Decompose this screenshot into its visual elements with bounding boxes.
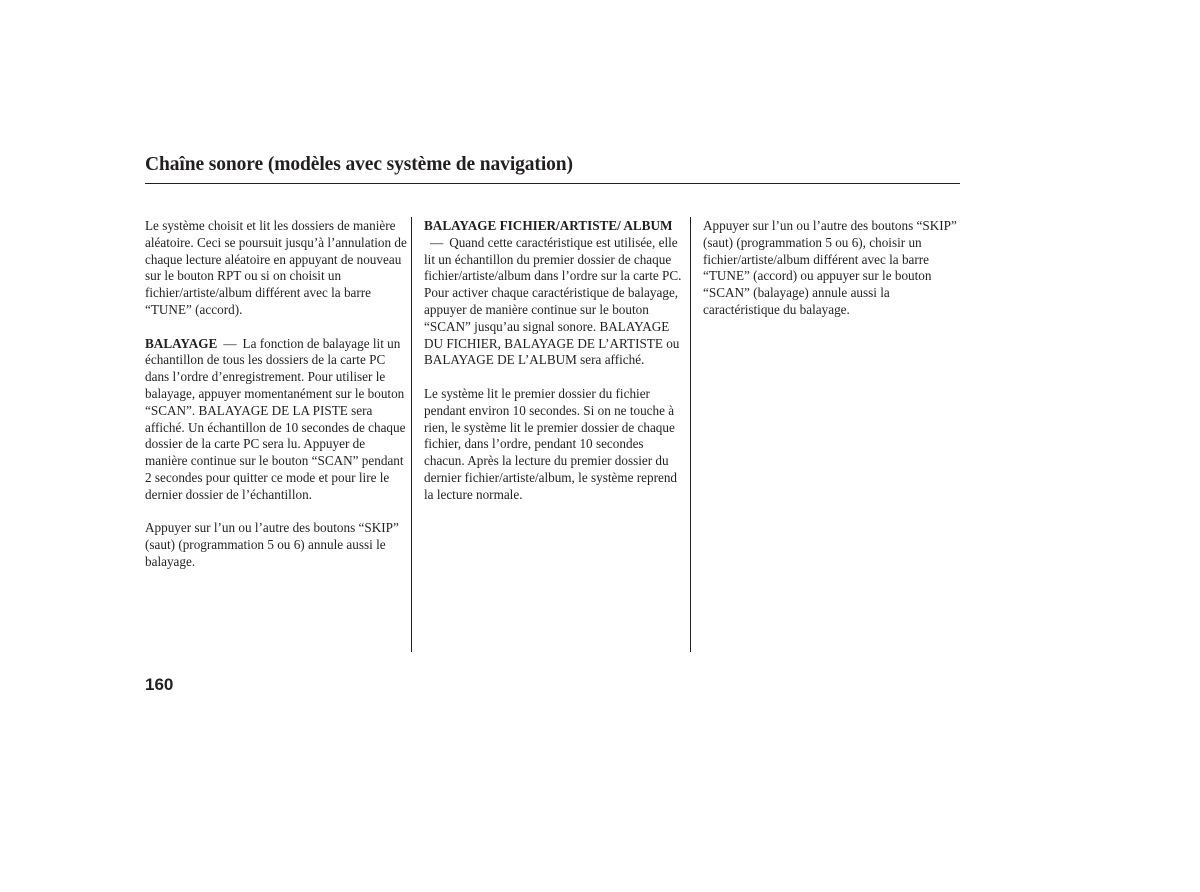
page-title: Chaîne sonore (modèles avec système de navigation) [145,154,573,175]
paragraph-cancel-scan: Appuyer sur l’un ou l’autre des boutons “SKIP” (saut) (programmation 5 ou 6), choisir un fichier/artiste/album différent avec la barre “TUNE” (accord) ou appuyer sur le bouton “SCAN” (balayage) annule aussi la caractéristique du balayage. [703,218,957,317]
em-dash: — [430,234,444,250]
em-dash: — [223,335,237,351]
text-column-1 [145,218,407,588]
column-divider [690,217,691,652]
paragraph-file-scan-text: Quand cette caractéristique est utilisée, elle lit un échantillon du premier dossier de chaque fichier/artiste/album dans l’ordre sur la carte PC. Pour activer chaque caractéristique de balayage, appuyer de manière continue sur le bouton “SCAN” jusqu’au signal sonore. BALAYAGE DU FICHIER, BALAYAGE DE L’ARTISTE ou BALAYAGE DE L’ALBUM sera affiché. [424,234,682,368]
term-balayage-fichier: BALAYAGE FICHIER/ARTISTE/ ALBUM [424,218,673,233]
paragraph-file-artist-album-scan [424,218,684,369]
page-number: 160 [145,675,174,694]
paragraph-scan-behavior: Le système lit le premier dossier du fichier pendant environ 10 secondes. Si on ne touche à rien, le système lit le premier dossier de chaque fichier, dans l’ordre, pendant 10 secondes chacun. Après la lecture du premier dossier du dernier fichier/artiste/album, le système reprend la lecture normale. [424,385,678,502]
paragraph-skip-cancel: Appuyer sur l’un ou l’autre des boutons “SKIP” (saut) (programmation 5 ou 6) annule aussi le balayage. [145,520,399,569]
term-balayage: BALAYAGE [145,335,218,351]
title-rule [145,183,960,184]
text-column-2 [424,218,684,520]
column-divider [411,217,412,652]
paragraph-scan-text: La fonction de balayage lit un échantillon de tous les dossiers de la carte PC dans l’ordre d’enregistrement. Pour utiliser le balayage, appuyer momentanément sur le bouton “SCAN”. BALAYAGE DE LA PISTE sera affiché. Un échantillon de 10 secondes de chaque dossier de la carte PC sera lu. Appuyer de manière continue sur le bouton “SCAN” pendant 2 secondes pour quitter ce mode et pour lire le dernier dossier de l’échantillon. [145,335,406,502]
paragraph-scan [145,336,407,504]
paragraph-random-play: Le système choisit et lit les dossiers de manière aléatoire. Ceci se poursuit jusqu’à l’annulation de chaque lecture aléatoire en appuyant de nouveau sur le bouton RPT ou si on choisit un fichier/artiste/album différent avec la barre “TUNE” (accord). [145,218,407,317]
text-column-3 [703,218,960,336]
